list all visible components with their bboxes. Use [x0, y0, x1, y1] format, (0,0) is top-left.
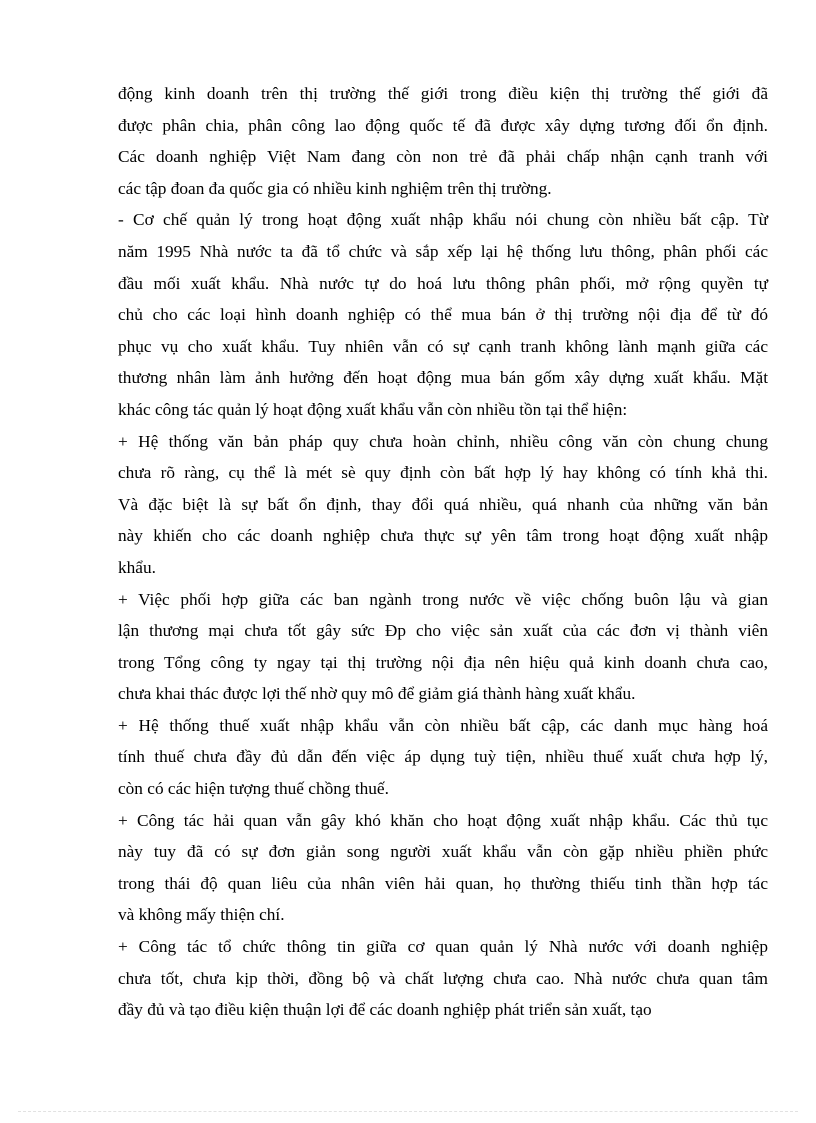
document-body [118, 78, 768, 1026]
text-line: phục vụ cho xuất khẩu. Tuy nhiên vẫn có sự cạnh tranh không lành mạnh giữa các [118, 336, 768, 356]
text-line: lận thương mại chưa tốt gây sức Ðp cho việc sản xuất của các đơn vị thành viên [118, 621, 768, 641]
text-line: - Cơ chế quản lý trong hoạt động xuất nhập khẩu nói chung còn nhiều bất cập. Từ [118, 210, 768, 230]
text-line: này khiến cho các doanh nghiệp chưa thực sự yên tâm trong hoạt động xuất nhập [118, 526, 768, 546]
text-line: khác công tác quản lý hoạt động xuất khẩu vẫn còn nhiều tồn tại thể hiện: [118, 399, 628, 419]
text-line: đầy đủ và tạo điều kiện thuận lợi để các doanh nghiệp phát triển sản xuất, tạo [118, 1000, 652, 1020]
text-line: + Việc phối hợp giữa các ban ngành trong nước về việc chống buôn lậu và gian [118, 589, 768, 609]
text-line: chưa tốt, chưa kịp thời, đồng bộ và chất lượng chưa cao. Nhà nước chưa quan tâm [118, 968, 768, 988]
text-line: này tuy đã có sự đơn giản song người xuất khẩu vẫn còn gặp nhiều phiền phức [118, 842, 768, 862]
text-line: và không mấy thiện chí. [118, 905, 285, 925]
text-line: đầu mối xuất khẩu. Nhà nước tự do hoá lưu thông phân phối, mở rộng quyền tự [118, 273, 768, 293]
text-line: chưa khai thác được lợi thế nhờ quy mô để giảm giá thành hàng xuất khẩu. [118, 684, 636, 704]
text-line: + Hệ thống văn bản pháp quy chưa hoàn chỉnh, nhiều công văn còn chung chung [118, 431, 768, 451]
text-line: trong Tổng công ty ngay tại thị trường nội địa nên hiệu quả kinh doanh chưa cao, [118, 652, 768, 672]
text-line: còn có các hiện tượng thuế chồng thuế. [118, 779, 389, 799]
text-line: các tập đoan đa quốc gia có nhiều kinh nghiệm trên thị trường. [118, 178, 552, 198]
text-line: chủ cho các loại hình doanh nghiệp có thể mua bán ở thị trường nội địa để từ đó [118, 305, 768, 325]
text-line: khẩu. [118, 557, 156, 577]
text-line: + Hệ thống thuế xuất nhập khẩu vẫn còn nhiều bất cập, các danh mục hàng hoá [118, 715, 768, 735]
text-line: Và đặc biệt là sự bất ổn định, thay đổi quá nhiều, quá nhanh của những văn bản [118, 494, 768, 514]
text-line: trong thái độ quan liêu của nhân viên hải quan, họ thường thiếu tinh thần hợp tác [118, 873, 768, 893]
text-line: chưa rõ ràng, cụ thể là mét sè quy định còn bất hợp lý hay không có tính khả thi. [118, 463, 768, 483]
text-line: Các doanh nghiệp Việt Nam đang còn non trẻ đã phải chấp nhận cạnh tranh với [118, 147, 768, 167]
page-bottom-divider [18, 1111, 798, 1112]
text-line: tính thuế chưa đầy đủ dẫn đến việc áp dụng tuỳ tiện, nhiều thuế xuất chưa hợp lý, [118, 747, 768, 767]
text-line: được phân chia, phân công lao động quốc tế đã được xây dựng tương đối ổn định. [118, 115, 768, 135]
text-line: + Công tác hải quan vẫn gây khó khăn cho hoạt động xuất nhập khẩu. Các thủ tục [118, 810, 768, 830]
text-line: thương nhân làm ảnh hưởng đến hoạt động mua bán gốm xây dựng xuất khẩu. Mặt [118, 368, 768, 388]
text-line: động kinh doanh trên thị trường thế giới trong điều kiện thị trường thế giới đã [118, 84, 768, 103]
text-line: năm 1995 Nhà nước ta đã tổ chức và sắp xếp lại hệ thống lưu thông, phân phối các [118, 241, 768, 261]
text-line: + Công tác tổ chức thông tin giữa cơ quan quản lý Nhà nước với doanh nghiệp [118, 937, 768, 957]
